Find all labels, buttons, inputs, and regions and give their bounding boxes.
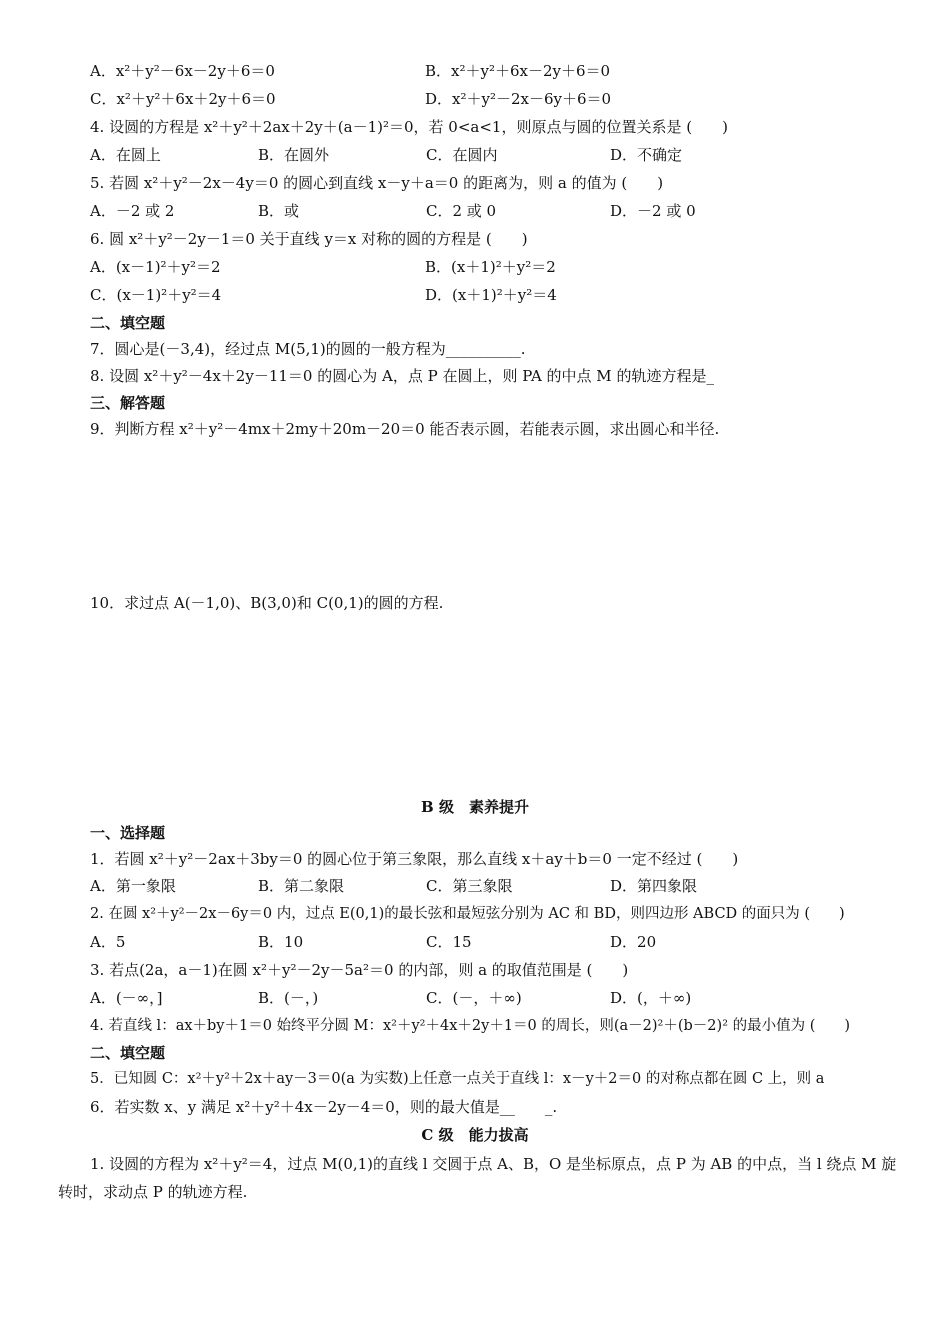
q4-option-a: A．在圆上 xyxy=(90,146,161,164)
b-q2-option-c: C．15 xyxy=(426,933,472,951)
b-q2-stem: 2. 在圆 x²＋y²－2x－6y＝0 内，过点 E(0,1)的最长弦和最短弦分别为 AC 和 BD，则四边形 ABCD 的面只为 ( ) xyxy=(90,906,845,922)
q6-option-a: A．(x－1)²＋y²＝2 xyxy=(90,258,221,276)
q6-option-b: B．(x＋1)²＋y²＝2 xyxy=(425,258,556,276)
b-fill-heading: 二、填空题 xyxy=(90,1044,166,1062)
b-q6-text: 6．若实数 x、y 满足 x²＋y²＋4x－2y－4＝0，则的最大值是__ _. xyxy=(90,1098,558,1116)
b-q3-option-d: D．(，＋∞) xyxy=(610,989,692,1007)
solve-section-heading: 三、解答题 xyxy=(90,394,166,412)
b-q1-option-c: C．第三象限 xyxy=(426,877,513,895)
q4-option-d: D．不确定 xyxy=(610,146,683,164)
c-q1-text: 1. 设圆的方程为 x²＋y²＝4，过点 M(0,1)的直线 l 交圆于点 A、B，O 是坐标原点，点 P 为 AB 的中点，当 l 绕点 M 旋转时，求动点 P 的轨迹方程. xyxy=(58,1155,897,1201)
b-q2-option-d: D．20 xyxy=(610,933,657,951)
q9-text: 9．判断方程 x²＋y²－4mx＋2my＋20m－20＝0 能否表示圆，若能表示圆，求出圆心和半径. xyxy=(90,420,720,438)
c-level-title: C 级 能力拔高 xyxy=(421,1126,529,1144)
b-q3-option-a: A．(－∞，] xyxy=(90,989,163,1007)
q6-stem: 6. 圆 x²＋y²－2y－1＝0 关于直线 y＝x 对称的圆的方程是 ( ) xyxy=(90,230,528,248)
b-q3-stem: 3. 若点(2a，a－1)在圆 x²＋y²－2y－5a²＝0 的内部，则 a 的取值范围是 ( ) xyxy=(90,961,629,979)
q3-option-d: D．x²＋y²－2x－6y＋6＝0 xyxy=(425,90,612,108)
q5-stem: 5. 若圆 x²＋y²－2x－4y＝0 的圆心到直线 x－y＋a＝0 的距离为，则 a 的值为 ( ) xyxy=(90,174,664,192)
q3-option-a: A．x²＋y²－6x－2y＋6＝0 xyxy=(90,62,275,80)
b-q5-text: 5．已知圆 C：x²＋y²＋2x＋ay－3＝0(a 为实数)上任意一点关于直线 l：x－y＋2＝0 的对称点都在圆 C 上，则 a xyxy=(90,1071,825,1087)
b-q1-stem: 1．若圆 x²＋y²－2ax＋3by＝0 的圆心位于第三象限，那么直线 x＋ay＋b＝0 一定不经过 ( ) xyxy=(90,850,739,868)
q8-text: 8. 设圆 x²＋y²－4x＋2y－11＝0 的圆心为 A，点 P 在圆上，则 PA 的中点 M 的轨迹方程是_ xyxy=(90,367,714,385)
q5-option-b: B．或 xyxy=(258,202,300,220)
b-q2-option-b: B．10 xyxy=(258,933,304,951)
q4-option-c: C．在圆内 xyxy=(426,146,498,164)
b-q1-option-a: A．第一象限 xyxy=(90,877,176,895)
q6-option-c: C．(x－1)²＋y²＝4 xyxy=(90,286,222,304)
fill-section-heading: 二、填空题 xyxy=(90,314,166,332)
q10-text: 10．求过点 A(－1,0)、B(3,0)和 C(0,1)的圆的方程. xyxy=(90,594,444,612)
b-q3-option-c: C．(－，＋∞) xyxy=(426,989,522,1007)
q5-option-a: A．－2 或 2 xyxy=(90,202,175,220)
q5-option-d: D．－2 或 0 xyxy=(610,202,696,220)
b-q3-option-b: B．(－，) xyxy=(258,989,319,1007)
q6-option-d: D．(x＋1)²＋y²＝4 xyxy=(425,286,557,304)
b-q1-option-b: B．第二象限 xyxy=(258,877,345,895)
q7-text: 7．圆心是(－3,4)，经过点 M(5,1)的圆的一般方程为__________. xyxy=(90,340,526,358)
b-q1-option-d: D．第四象限 xyxy=(610,877,698,895)
q4-option-b: B．在圆外 xyxy=(258,146,330,164)
b-q2-option-a: A．5 xyxy=(90,933,126,951)
b-choice-heading: 一、选择题 xyxy=(90,824,166,842)
q5-option-c: C．2 或 0 xyxy=(426,202,497,220)
q4-stem: 4. 设圆的方程是 x²＋y²＋2ax＋2y＋(a－1)²＝0，若 0<a<1，则原点与圆的位置关系是 ( ) xyxy=(90,118,728,136)
b-q4-text: 4. 若直线 l：ax＋by＋1＝0 始终平分圆 M：x²＋y²＋4x＋2y＋1＝0 的周长，则(a－2)²＋(b－2)² 的最小值为 ( ) xyxy=(90,1018,851,1034)
b-level-title: B 级 素养提升 xyxy=(421,798,529,816)
q3-option-c: C．x²＋y²＋6x＋2y＋6＝0 xyxy=(90,90,276,108)
q3-option-b: B．x²＋y²＋6x－2y＋6＝0 xyxy=(425,62,611,80)
